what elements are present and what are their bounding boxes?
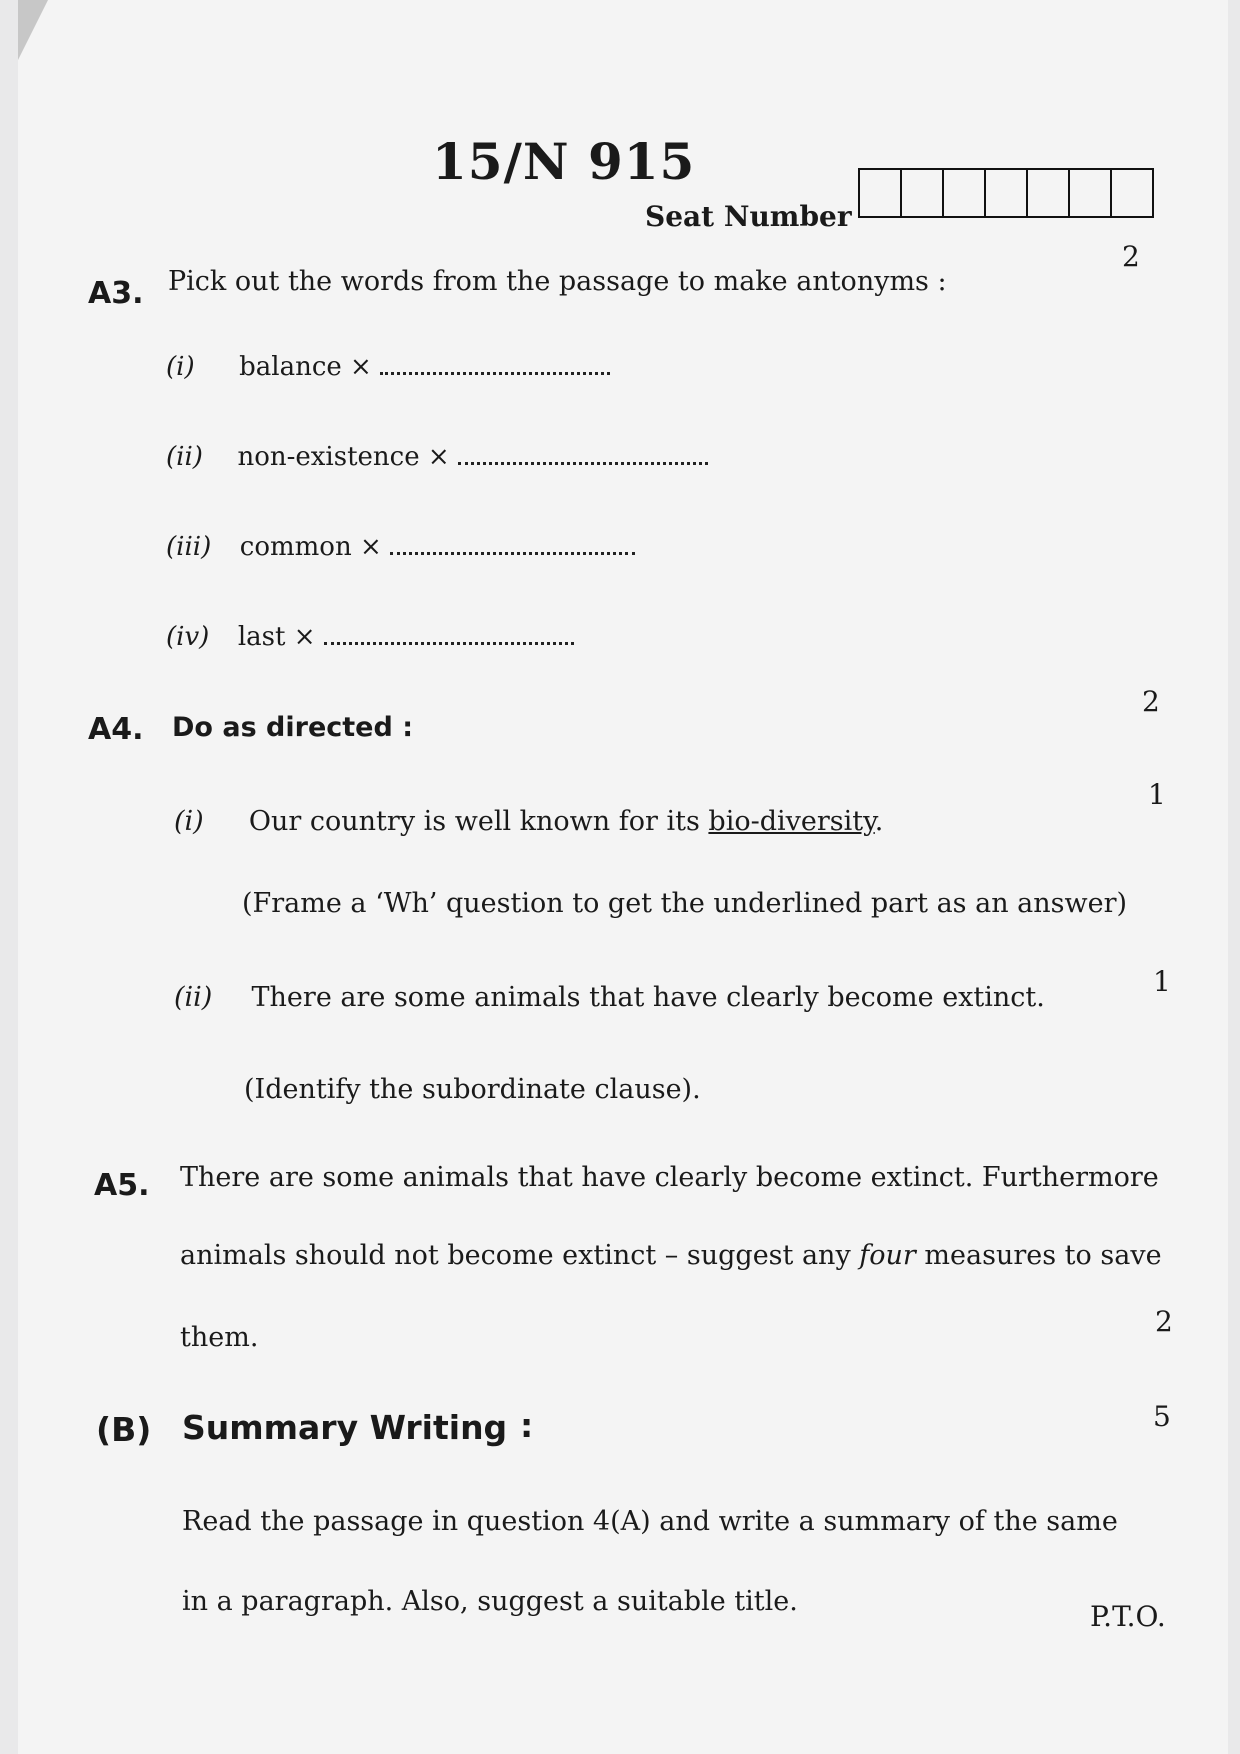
seat-number-boxes[interactable] [858,168,1154,218]
item-word: last × [237,622,316,652]
item-number: (i) [174,806,204,837]
section-b-line-2: in a paragraph. Also, suggest a suitable title. [182,1586,798,1617]
page-corner-shadow [18,0,48,60]
seat-digit-box[interactable] [944,170,986,216]
a5-line-3: them. [180,1322,259,1353]
marks-a4-2: 1 [1153,965,1171,998]
item-word: balance × [239,352,372,382]
question-number-a5: A5. [94,1168,150,1203]
a3-item-1 [166,352,610,382]
underlined-phrase: bio-diversity [708,806,875,837]
marks-b: 5 [1153,1400,1171,1433]
answer-blank[interactable] [390,542,635,555]
section-b-title: Summary Writing [182,1408,508,1447]
a3-item-4 [166,622,574,652]
section-b-line-1: Read the passage in question 4(A) and write a summary of the same [182,1506,1118,1537]
a3-item-3 [166,532,635,562]
item-number: (i) [166,352,195,382]
answer-blank[interactable] [380,362,610,375]
a5-line-2-end: measures to save [915,1240,1162,1271]
seat-digit-box[interactable] [1112,170,1152,216]
item-sentence: Our country is well known for its [248,806,709,837]
a4-item-2 [174,982,1045,1013]
a4-item-1-instruction: (Frame a ‘Wh’ question to get the underlined part as an answer) [242,888,1128,919]
marks-a4-1: 1 [1148,778,1166,811]
item-number: (iv) [166,622,210,652]
item-number: (ii) [166,442,203,472]
marks-a5: 2 [1155,1305,1173,1338]
seat-digit-box[interactable] [1070,170,1112,216]
item-number: (ii) [174,982,213,1013]
answer-blank[interactable] [458,452,708,465]
seat-digit-box[interactable] [902,170,944,216]
item-word: common × [239,532,382,562]
answer-blank[interactable] [324,632,574,645]
seat-digit-box[interactable] [986,170,1028,216]
item-sentence-end: . [874,806,884,837]
question-text-a4: Do as directed : [172,712,414,743]
a5-line-2 [180,1240,1162,1271]
paper-code: 15/N 915 [432,132,696,191]
marks-a3: 2 [1122,240,1140,273]
section-b-colon: : [520,1406,534,1445]
a5-emphasis: four [859,1240,916,1271]
a3-item-2 [166,442,708,472]
page-turn-over: P.T.O. [1090,1600,1166,1633]
a4-item-1 [174,806,883,837]
item-sentence: There are some animals that have clearly become extinct. [251,982,1045,1013]
seat-digit-box[interactable] [860,170,902,216]
question-text-a3: Pick out the words from the passage to make antonyms : [168,266,947,297]
marks-a4: 2 [1142,685,1160,718]
a5-line-2-start: animals should not become extinct – suggest any [180,1240,860,1271]
section-b-label: (B) [96,1410,152,1449]
a4-item-2-instruction: (Identify the subordinate clause). [244,1074,701,1105]
seat-digit-box[interactable] [1028,170,1070,216]
question-number-a3: A3. [88,276,144,311]
seat-number-label: Seat Number [645,200,852,233]
exam-page [18,0,1228,1754]
question-number-a4: A4. [88,712,144,747]
item-number: (iii) [166,532,212,562]
item-word: non-existence × [237,442,450,472]
a5-line-1: There are some animals that have clearly become extinct. Furthermore [180,1162,1159,1193]
